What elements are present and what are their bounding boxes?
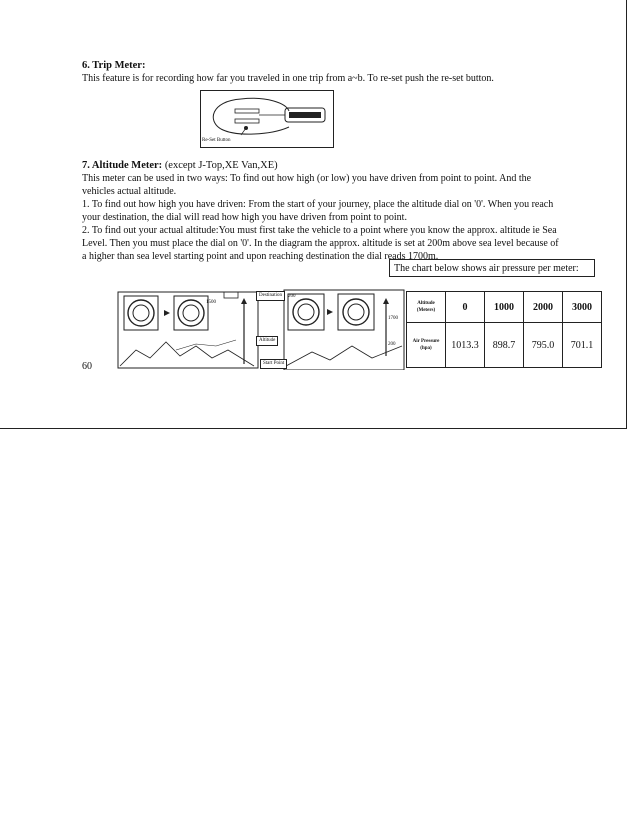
destination-box: Destination	[256, 291, 285, 301]
label-1700: 1700	[388, 316, 398, 321]
label-200: 200	[288, 294, 296, 299]
label-1500: 1500	[206, 300, 216, 305]
altitude-header: Altitude (Meters)	[407, 292, 446, 323]
section-6-title: 6. Trip Meter:	[82, 60, 146, 71]
section-7-line: Level. Then you must place the dial on '0'. In the diagram the approx. altitude is set at 200m above sea level because of	[82, 238, 559, 249]
altitude-cell: 1000	[485, 292, 524, 323]
section-7-line: 2. To find out your actual altitude:You must first take the vehicle to a point where you know the approx. altitude ie Sea	[82, 225, 557, 236]
altitude-cell: 0	[446, 292, 485, 323]
reset-button-label: Re-Set Button	[202, 138, 231, 143]
section-7-line: This meter can be used in two ways: To find out how high (or low) you have driven from point to point. And the	[82, 173, 532, 184]
label-200b: 200	[388, 342, 396, 347]
altitude-cell: 2000	[524, 292, 563, 323]
altitude-diagram	[116, 286, 406, 370]
section-7-line: 1. To find out how high you have driven: From the start of your journey, place the altitude dial on '0'. When you reach	[82, 199, 554, 210]
section-6-body: This feature is for recording how far you traveled in one trip from a~b. To re-set push the re-set button.	[82, 73, 494, 84]
section-7-line: your destination, the dial will read how high you have driven from point to point.	[82, 212, 407, 223]
pressure-cell: 701.1	[563, 323, 602, 368]
table-row	[407, 323, 602, 368]
pressure-cell: 898.7	[485, 323, 524, 368]
pressure-cell: 795.0	[524, 323, 563, 368]
section-7-title-note: (except J-Top,XE Van,XE)	[162, 160, 278, 171]
pressure-header: Air Pressure (hpa)	[407, 323, 446, 368]
start-point-box: Start Point	[260, 359, 287, 369]
section-7-heading	[82, 159, 278, 172]
table-row	[407, 292, 602, 323]
chart-caption: The chart below shows air pressure per meter:	[389, 259, 595, 277]
air-pressure-table	[406, 291, 602, 368]
section-7-line: vehicles actual altitude.	[82, 186, 177, 197]
pressure-cell: 1013.3	[446, 323, 485, 368]
page-number: 60	[82, 361, 92, 372]
altitude-cell: 3000	[563, 292, 602, 323]
section-7-title: 7. Altitude Meter:	[82, 160, 163, 171]
section-7-line: a higher than sea level starting point and upon reaching destination the dial reads 1700m.	[82, 251, 439, 262]
altitude-box: Altitude	[256, 336, 278, 346]
